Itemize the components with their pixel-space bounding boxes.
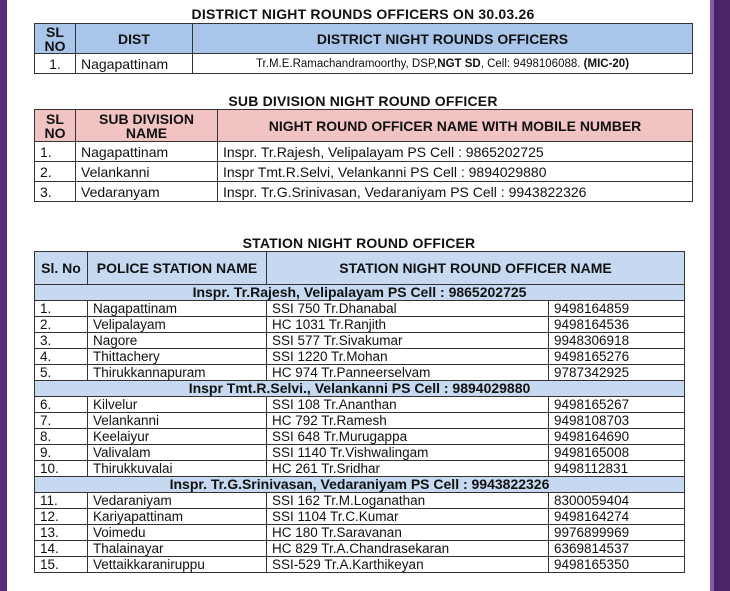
cell-phone: 9498164859 bbox=[549, 301, 685, 317]
cell-police-station: Velankanni bbox=[88, 413, 267, 429]
table-row bbox=[35, 525, 685, 541]
subdivision-title: SUB DIVISION NIGHT ROUND OFFICER bbox=[228, 93, 498, 109]
cell-police-station: Voimedu bbox=[88, 525, 267, 541]
cell-phone: 9498112831 bbox=[549, 461, 685, 477]
district-table bbox=[34, 23, 693, 74]
left-border bbox=[0, 0, 7, 591]
table-row bbox=[35, 557, 685, 573]
cell-sl: 14. bbox=[35, 541, 88, 557]
cell-sl: 3. bbox=[35, 333, 88, 349]
subdivision-header-row bbox=[35, 110, 693, 142]
cell-phone: 9498165350 bbox=[549, 557, 685, 573]
cell-officer: SSI 1140 Tr.Vishwalingam bbox=[267, 445, 549, 461]
cell-sl: 1. bbox=[35, 54, 76, 74]
cell-phone: 9498164274 bbox=[549, 509, 685, 525]
cell-police-station: Kariyapattinam bbox=[88, 509, 267, 525]
table-row bbox=[35, 397, 685, 413]
table-row bbox=[35, 182, 693, 202]
cell-sl: 13. bbox=[35, 525, 88, 541]
table-row bbox=[35, 445, 685, 461]
cell-police-station: Vedaraniyam bbox=[88, 493, 267, 509]
cell-sl: 12. bbox=[35, 509, 88, 525]
cell-police-station: Thirukkannapuram bbox=[88, 365, 267, 381]
cell-police-station: Keelaiyur bbox=[88, 429, 267, 445]
table-row bbox=[35, 429, 685, 445]
header-sl: SL NO bbox=[35, 24, 76, 54]
cell-sl: 5. bbox=[35, 365, 88, 381]
cell-phone: 9498164690 bbox=[549, 429, 685, 445]
cell-phone: 9976899969 bbox=[549, 525, 685, 541]
station-body bbox=[35, 285, 685, 573]
officer-cell: , Cell: 9498106088. bbox=[480, 57, 584, 70]
table-row bbox=[35, 493, 685, 509]
cell-sl: 15. bbox=[35, 557, 88, 573]
header-sl: Sl. No bbox=[35, 252, 88, 285]
cell-police-station: Nagore bbox=[88, 333, 267, 349]
cell-phone: 9498165276 bbox=[549, 349, 685, 365]
cell-officer: SSI 162 Tr.M.Loganathan bbox=[267, 493, 549, 509]
cell-phone: 6369814537 bbox=[549, 541, 685, 557]
cell-officer: HC 261 Tr.Sridhar bbox=[267, 461, 549, 477]
group-row bbox=[35, 381, 685, 397]
cell-phone: 9498165008 bbox=[549, 445, 685, 461]
group-row bbox=[35, 477, 685, 493]
table-row bbox=[35, 509, 685, 525]
cell-sl: 2. bbox=[35, 317, 88, 333]
station-table bbox=[34, 251, 685, 573]
group-inspector-label: Inspr. Tr.G.Srinivasan, Vedaraniyam PS Cell : 9943822326 bbox=[35, 477, 685, 493]
cell-sl: 3. bbox=[35, 182, 76, 202]
subdivision-table bbox=[34, 109, 693, 202]
cell-sl: 4. bbox=[35, 349, 88, 365]
cell-officer: SSI 1104 Tr.C.Kumar bbox=[267, 509, 549, 525]
cell-officer: SSI 108 Tr.Ananthan bbox=[267, 397, 549, 413]
cell-phone: 9787342925 bbox=[549, 365, 685, 381]
officer-name: Tr.M.E.Ramachandramoorthy, DSP, bbox=[255, 57, 438, 70]
officer-code: (MIC-20) bbox=[583, 57, 630, 70]
header-officers: DISTRICT NIGHT ROUNDS OFFICERS bbox=[193, 24, 693, 54]
station-title: STATION NIGHT ROUND OFFICER bbox=[242, 235, 476, 251]
cell-police-station: Valivalam bbox=[88, 445, 267, 461]
header-dist: DIST bbox=[76, 24, 193, 54]
header-subdivision: SUB DIVISION NAME bbox=[76, 110, 218, 142]
cell-phone: 9498108703 bbox=[549, 413, 685, 429]
cell-police-station: Vettaikkaraniruppu bbox=[88, 557, 267, 573]
cell-officer bbox=[193, 54, 693, 74]
cell-sl: 2. bbox=[35, 162, 76, 182]
table-row bbox=[35, 142, 693, 162]
cell-sl: 9. bbox=[35, 445, 88, 461]
district-title: DISTRICT NIGHT ROUNDS OFFICERS ON 30.03.26 bbox=[191, 6, 535, 22]
cell-officer: SSI 1220 Tr.Mohan bbox=[267, 349, 549, 365]
cell-dist: Nagapattinam bbox=[76, 54, 193, 74]
cell-officer: SSI-529 Tr.A.Karthikeyan bbox=[267, 557, 549, 573]
cell-name: Nagapattinam bbox=[76, 142, 218, 162]
cell-phone: 9948306918 bbox=[549, 333, 685, 349]
cell-police-station: Kilvelur bbox=[88, 397, 267, 413]
cell-sl: 7. bbox=[35, 413, 88, 429]
cell-police-station: Velipalayam bbox=[88, 317, 267, 333]
cell-police-station: Thalainayar bbox=[88, 541, 267, 557]
officer-unit: NGT SD bbox=[437, 57, 481, 70]
header-officer: STATION NIGHT ROUND OFFICER NAME bbox=[267, 252, 685, 285]
cell-sl: 11. bbox=[35, 493, 88, 509]
table-row bbox=[35, 413, 685, 429]
header-police-station: POLICE STATION NAME bbox=[88, 252, 267, 285]
table-row bbox=[35, 162, 693, 182]
cell-officer: SSI 577 Tr.Sivakumar bbox=[267, 333, 549, 349]
group-inspector-label: Inspr Tmt.R.Selvi., Velankanni PS Cell : 9894029880 bbox=[35, 381, 685, 397]
group-inspector-label: Inspr. Tr.Rajesh, Velipalayam PS Cell : 9865202725 bbox=[35, 285, 685, 301]
header-sl: SL NO bbox=[35, 110, 76, 142]
table-row bbox=[35, 365, 685, 381]
cell-name: Velankanni bbox=[76, 162, 218, 182]
cell-police-station: Thittachery bbox=[88, 349, 267, 365]
table-row bbox=[35, 54, 693, 74]
header-officer: NIGHT ROUND OFFICER NAME WITH MOBILE NUMBER bbox=[218, 110, 693, 142]
cell-officer: Inspr. Tr.G.Srinivasan, Vedaraniyam PS Cell : 9943822326 bbox=[218, 182, 693, 202]
table-row bbox=[35, 301, 685, 317]
cell-name: Vedaranyam bbox=[76, 182, 218, 202]
cell-officer: HC 829 Tr.A.Chandrasekaran bbox=[267, 541, 549, 557]
cell-officer: HC 792 Tr.Ramesh bbox=[267, 413, 549, 429]
cell-sl: 8. bbox=[35, 429, 88, 445]
cell-phone: 8300059404 bbox=[549, 493, 685, 509]
district-header-row bbox=[35, 24, 693, 54]
table-row bbox=[35, 461, 685, 477]
cell-officer: SSI 648 Tr.Murugappa bbox=[267, 429, 549, 445]
cell-sl: 1. bbox=[35, 142, 76, 162]
cell-officer: Inspr Tmt.R.Selvi, Velankanni PS Cell : 9894029880 bbox=[218, 162, 693, 182]
cell-officer: HC 974 Tr.Panneerselvam bbox=[267, 365, 549, 381]
cell-phone: 9498165267 bbox=[549, 397, 685, 413]
station-header-row bbox=[35, 252, 685, 285]
right-border bbox=[710, 0, 730, 591]
table-row bbox=[35, 541, 685, 557]
table-row bbox=[35, 349, 685, 365]
table-row bbox=[35, 317, 685, 333]
cell-officer: SSI 750 Tr.Dhanabal bbox=[267, 301, 549, 317]
cell-phone: 9498164536 bbox=[549, 317, 685, 333]
cell-officer: HC 180 Tr.Saravanan bbox=[267, 525, 549, 541]
cell-police-station: Nagapattinam bbox=[88, 301, 267, 317]
cell-police-station: Thirukkuvalai bbox=[88, 461, 267, 477]
table-row bbox=[35, 333, 685, 349]
cell-sl: 1. bbox=[35, 301, 88, 317]
cell-officer: HC 1031 Tr.Ranjith bbox=[267, 317, 549, 333]
cell-officer: Inspr. Tr.Rajesh, Velipalayam PS Cell : 9865202725 bbox=[218, 142, 693, 162]
cell-sl: 10. bbox=[35, 461, 88, 477]
cell-sl: 6. bbox=[35, 397, 88, 413]
group-row bbox=[35, 285, 685, 301]
